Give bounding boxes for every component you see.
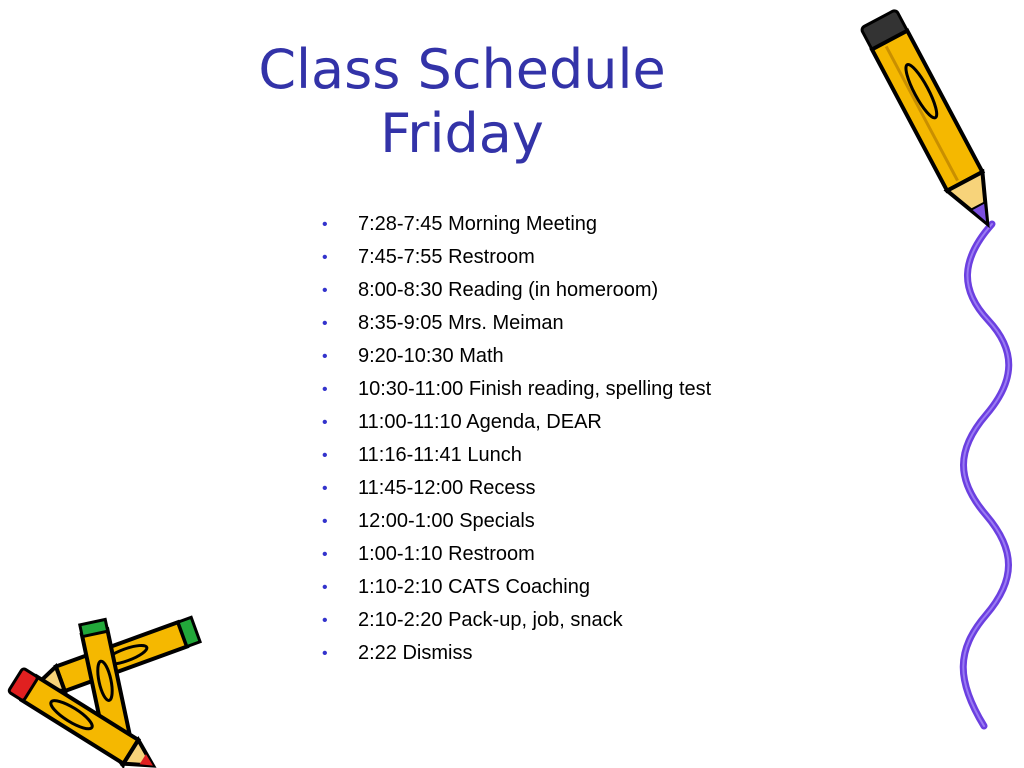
bullet-icon: • (322, 645, 328, 662)
list-item (322, 274, 711, 307)
slide-title (0, 38, 924, 166)
list-item (322, 373, 711, 406)
bullet-icon: • (322, 414, 328, 431)
bullet-icon: • (322, 546, 328, 563)
list-item-text: 2:22 Dismiss (358, 642, 473, 664)
bullet-icon: • (322, 315, 328, 332)
title-line-2: Friday (380, 102, 544, 165)
list-item-text: 1:00-1:10 Restroom (358, 543, 535, 565)
list-item (322, 208, 711, 241)
list-item-text: 11:45-12:00 Recess (358, 477, 536, 499)
bullet-icon: • (322, 480, 328, 497)
title-line-1: Class Schedule (258, 38, 666, 101)
list-item (322, 307, 711, 340)
bullet-icon: • (322, 282, 328, 299)
list-item (322, 340, 711, 373)
list-item-text: 7:28-7:45 Morning Meeting (358, 213, 598, 235)
pencil-icon (856, 0, 1006, 250)
list-item (322, 472, 711, 505)
bullet-icon: • (322, 447, 328, 464)
list-item-text: 7:45-7:55 Restroom (358, 246, 535, 268)
crossed-pencils-icon (0, 610, 210, 768)
list-item (322, 604, 711, 637)
wavy-line-icon (940, 220, 1024, 730)
list-item-text: 9:20-10:30 Math (358, 345, 504, 367)
list-item (322, 439, 711, 472)
list-item-text: 11:00-11:10 Agenda, DEAR (358, 411, 602, 433)
list-item (322, 406, 711, 439)
list-item-text: 8:00-8:30 Reading (in homeroom) (358, 279, 659, 301)
bullet-icon: • (322, 612, 328, 629)
list-item-text: 1:10-2:10 CATS Coaching (358, 576, 590, 598)
bullet-icon: • (322, 348, 328, 365)
list-item-text: 12:00-1:00 Specials (358, 510, 535, 532)
list-item (322, 505, 711, 538)
bullet-icon: • (322, 249, 328, 266)
list-item-text: 11:16-11:41 Lunch (358, 444, 522, 466)
list-item-text: 10:30-11:00 Finish reading, spelling test (358, 378, 712, 400)
list-item (322, 241, 711, 274)
bullet-icon: • (322, 579, 328, 596)
bullet-icon: • (322, 513, 328, 530)
bullet-icon: • (322, 381, 328, 398)
list-item (322, 571, 711, 604)
bullet-icon: • (322, 216, 328, 233)
list-item-text: 2:10-2:20 Pack-up, job, snack (358, 609, 623, 631)
list-item-text: 8:35-9:05 Mrs. Meiman (358, 312, 564, 334)
list-item (322, 538, 711, 571)
list-item (322, 637, 711, 670)
schedule-list (322, 208, 711, 670)
